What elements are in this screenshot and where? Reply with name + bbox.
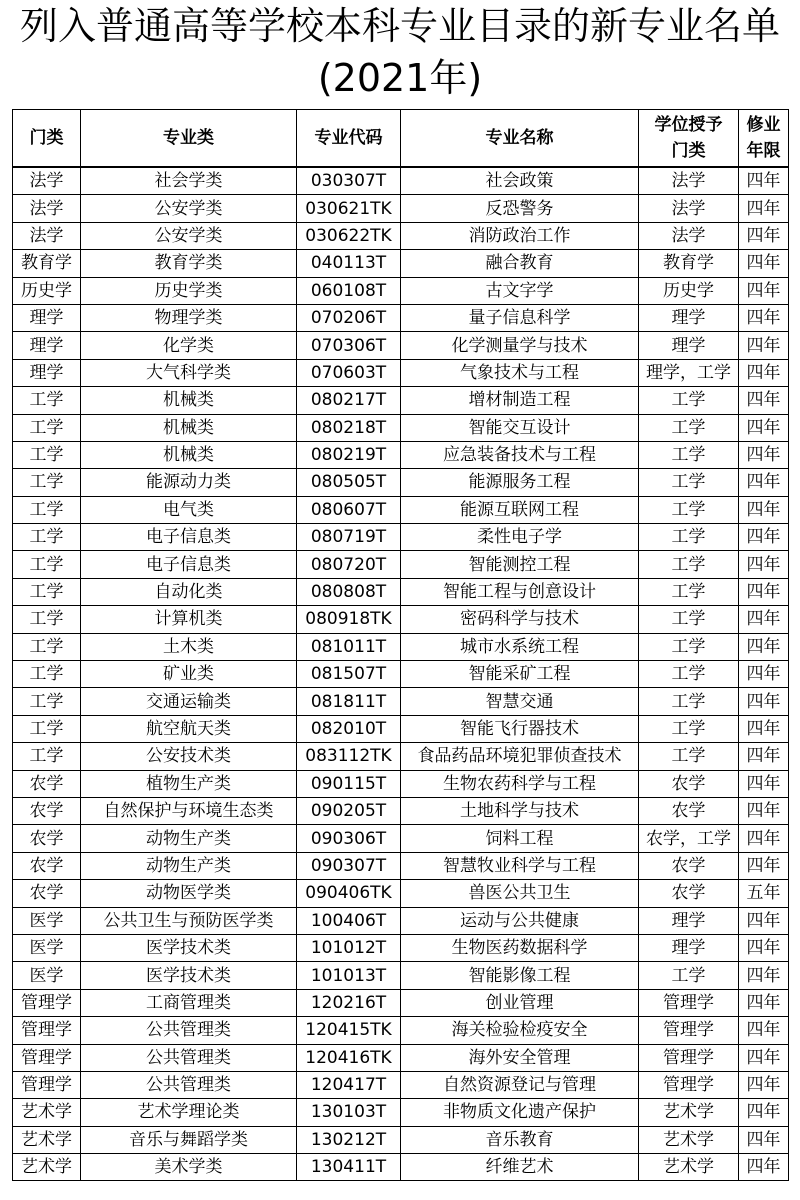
cell-degree: 农学，工学: [639, 825, 739, 852]
table-row: [13, 1154, 789, 1181]
cell-name: 智能交互设计: [401, 414, 639, 441]
table-row: [13, 222, 789, 249]
cell-name: 智慧交通: [401, 688, 639, 715]
table-body: [13, 167, 789, 1181]
cell-years: 四年: [739, 907, 789, 934]
table-row: [13, 880, 789, 907]
cell-category: 工学: [13, 633, 81, 660]
cell-category: 工学: [13, 469, 81, 496]
cell-name: 智能飞行器技术: [401, 715, 639, 742]
cell-class: 机械类: [81, 414, 297, 441]
cell-category: 工学: [13, 414, 81, 441]
cell-class: 公安学类: [81, 222, 297, 249]
cell-degree: 法学: [639, 222, 739, 249]
table-row: [13, 387, 789, 414]
cell-category: 农学: [13, 797, 81, 824]
cell-category: 管理学: [13, 989, 81, 1016]
cell-code: 080720T: [297, 551, 401, 578]
cell-years: 五年: [739, 880, 789, 907]
table-row: [13, 332, 789, 359]
cell-category: 教育学: [13, 250, 81, 277]
cell-class: 公共卫生与预防医学类: [81, 907, 297, 934]
table-row: [13, 1126, 789, 1153]
majors-table: [12, 109, 789, 1181]
cell-class: 动物生产类: [81, 825, 297, 852]
cell-category: 法学: [13, 222, 81, 249]
cell-name: 融合教育: [401, 250, 639, 277]
cell-code: 080217T: [297, 387, 401, 414]
cell-category: 法学: [13, 167, 81, 195]
cell-category: 工学: [13, 715, 81, 742]
header-name: 专业名称: [401, 110, 639, 168]
cell-name: 音乐教育: [401, 1126, 639, 1153]
cell-years: 四年: [739, 469, 789, 496]
cell-degree: 管理学: [639, 1017, 739, 1044]
cell-years: 四年: [739, 250, 789, 277]
cell-code: 070306T: [297, 332, 401, 359]
cell-degree: 理学，工学: [639, 359, 739, 386]
cell-code: 090205T: [297, 797, 401, 824]
cell-class: 植物生产类: [81, 770, 297, 797]
cell-category: 历史学: [13, 277, 81, 304]
cell-name: 增材制造工程: [401, 387, 639, 414]
cell-category: 工学: [13, 606, 81, 633]
cell-code: 120416TK: [297, 1044, 401, 1071]
cell-code: 080719T: [297, 524, 401, 551]
cell-degree: 管理学: [639, 1044, 739, 1071]
cell-category: 工学: [13, 578, 81, 605]
cell-years: 四年: [739, 1071, 789, 1098]
cell-name: 智能测控工程: [401, 551, 639, 578]
cell-name: 柔性电子学: [401, 524, 639, 551]
cell-degree: 历史学: [639, 277, 739, 304]
cell-years: 四年: [739, 1044, 789, 1071]
header-degree: [639, 110, 739, 168]
cell-code: 081011T: [297, 633, 401, 660]
cell-degree: 教育学: [639, 250, 739, 277]
cell-name: 社会政策: [401, 167, 639, 195]
cell-years: 四年: [739, 633, 789, 660]
cell-name: 能源互联网工程: [401, 496, 639, 523]
cell-name: 创业管理: [401, 989, 639, 1016]
table-row: [13, 715, 789, 742]
cell-code: 030622TK: [297, 222, 401, 249]
cell-degree: 理学: [639, 934, 739, 961]
cell-name: 化学测量学与技术: [401, 332, 639, 359]
cell-category: 农学: [13, 770, 81, 797]
cell-name: 反恐警务: [401, 195, 639, 222]
table-row: [13, 962, 789, 989]
cell-degree: 工学: [639, 551, 739, 578]
cell-name: 兽医公共卫生: [401, 880, 639, 907]
cell-class: 动物生产类: [81, 852, 297, 879]
cell-degree: 管理学: [639, 1071, 739, 1098]
cell-class: 公安技术类: [81, 743, 297, 770]
cell-years: 四年: [739, 1099, 789, 1126]
cell-degree: 农学: [639, 770, 739, 797]
cell-code: 080607T: [297, 496, 401, 523]
table-row: [13, 797, 789, 824]
cell-code: 040113T: [297, 250, 401, 277]
cell-name: 生物医药数据科学: [401, 934, 639, 961]
cell-code: 090307T: [297, 852, 401, 879]
table-row: [13, 934, 789, 961]
table-row: [13, 825, 789, 852]
table-row: [13, 852, 789, 879]
header-class: 专业类: [81, 110, 297, 168]
cell-code: 070206T: [297, 304, 401, 331]
table-header-row: [13, 110, 789, 168]
cell-name: 智慧牧业科学与工程: [401, 852, 639, 879]
cell-class: 航空航天类: [81, 715, 297, 742]
table-row: [13, 524, 789, 551]
cell-class: 公共管理类: [81, 1044, 297, 1071]
cell-degree: 法学: [639, 195, 739, 222]
cell-code: 101013T: [297, 962, 401, 989]
cell-degree: 工学: [639, 387, 739, 414]
cell-class: 自动化类: [81, 578, 297, 605]
cell-years: 四年: [739, 387, 789, 414]
cell-name: 消防政治工作: [401, 222, 639, 249]
cell-category: 艺术学: [13, 1126, 81, 1153]
cell-years: 四年: [739, 167, 789, 195]
cell-class: 计算机类: [81, 606, 297, 633]
cell-name: 运动与公共健康: [401, 907, 639, 934]
table-row: [13, 633, 789, 660]
cell-class: 化学类: [81, 332, 297, 359]
cell-code: 080219T: [297, 441, 401, 468]
cell-name: 智能影像工程: [401, 962, 639, 989]
cell-years: 四年: [739, 715, 789, 742]
cell-years: 四年: [739, 852, 789, 879]
table-row: [13, 578, 789, 605]
cell-class: 大气科学类: [81, 359, 297, 386]
cell-class: 美术学类: [81, 1154, 297, 1181]
header-code: 专业代码: [297, 110, 401, 168]
cell-degree: 理学: [639, 332, 739, 359]
cell-degree: 工学: [639, 578, 739, 605]
table-row: [13, 989, 789, 1016]
cell-degree: 管理学: [639, 989, 739, 1016]
cell-name: 智能采矿工程: [401, 661, 639, 688]
cell-degree: 理学: [639, 304, 739, 331]
table-row: [13, 195, 789, 222]
cell-name: 自然资源登记与管理: [401, 1071, 639, 1098]
cell-years: 四年: [739, 606, 789, 633]
cell-class: 土木类: [81, 633, 297, 660]
cell-years: 四年: [739, 1154, 789, 1181]
cell-name: 城市水系统工程: [401, 633, 639, 660]
cell-degree: 工学: [639, 962, 739, 989]
cell-years: 四年: [739, 743, 789, 770]
cell-category: 农学: [13, 852, 81, 879]
cell-years: 四年: [739, 304, 789, 331]
cell-class: 公共管理类: [81, 1071, 297, 1098]
cell-category: 工学: [13, 387, 81, 414]
cell-degree: 工学: [639, 661, 739, 688]
cell-years: 四年: [739, 770, 789, 797]
cell-class: 医学技术类: [81, 934, 297, 961]
cell-code: 090406TK: [297, 880, 401, 907]
cell-category: 医学: [13, 934, 81, 961]
cell-code: 030307T: [297, 167, 401, 195]
cell-years: 四年: [739, 551, 789, 578]
cell-years: 四年: [739, 277, 789, 304]
cell-class: 公共管理类: [81, 1017, 297, 1044]
cell-class: 艺术学理论类: [81, 1099, 297, 1126]
header-years: [739, 110, 789, 168]
table-row: [13, 304, 789, 331]
cell-category: 理学: [13, 332, 81, 359]
cell-class: 历史学类: [81, 277, 297, 304]
cell-category: 工学: [13, 524, 81, 551]
cell-years: 四年: [739, 359, 789, 386]
cell-class: 社会学类: [81, 167, 297, 195]
cell-name: 纤维艺术: [401, 1154, 639, 1181]
cell-years: 四年: [739, 1017, 789, 1044]
cell-years: 四年: [739, 934, 789, 961]
cell-class: 电气类: [81, 496, 297, 523]
cell-class: 能源动力类: [81, 469, 297, 496]
cell-class: 交通运输类: [81, 688, 297, 715]
table-row: [13, 359, 789, 386]
cell-code: 083112TK: [297, 743, 401, 770]
cell-degree: 工学: [639, 688, 739, 715]
header-category: 门类: [13, 110, 81, 168]
cell-degree: 工学: [639, 496, 739, 523]
cell-years: 四年: [739, 688, 789, 715]
cell-years: 四年: [739, 441, 789, 468]
cell-degree: 工学: [639, 633, 739, 660]
table-row: [13, 551, 789, 578]
cell-years: 四年: [739, 222, 789, 249]
table-row: [13, 441, 789, 468]
cell-category: 理学: [13, 304, 81, 331]
title-main: 列入普通高等学校本科专业目录的新专业名单: [19, 4, 780, 48]
cell-code: 081507T: [297, 661, 401, 688]
table-row: [13, 496, 789, 523]
cell-name: 应急装备技术与工程: [401, 441, 639, 468]
cell-name: 食品药品环境犯罪侦查技术: [401, 743, 639, 770]
cell-category: 医学: [13, 962, 81, 989]
table-row: [13, 661, 789, 688]
cell-degree: 工学: [639, 441, 739, 468]
header-degree-label: 学位授予 门类: [654, 115, 723, 161]
cell-degree: 艺术学: [639, 1099, 739, 1126]
cell-code: 080808T: [297, 578, 401, 605]
cell-code: 080218T: [297, 414, 401, 441]
cell-category: 法学: [13, 195, 81, 222]
cell-name: 土地科学与技术: [401, 797, 639, 824]
title-year: (2021年): [317, 56, 483, 100]
cell-years: 四年: [739, 332, 789, 359]
cell-class: 自然保护与环境生态类: [81, 797, 297, 824]
cell-degree: 艺术学: [639, 1126, 739, 1153]
cell-code: 100406T: [297, 907, 401, 934]
table-row: [13, 606, 789, 633]
cell-degree: 艺术学: [639, 1154, 739, 1181]
cell-degree: 工学: [639, 524, 739, 551]
cell-code: 060108T: [297, 277, 401, 304]
table-row: [13, 469, 789, 496]
table-row: [13, 1099, 789, 1126]
cell-class: 矿业类: [81, 661, 297, 688]
cell-code: 120415TK: [297, 1017, 401, 1044]
cell-category: 工学: [13, 688, 81, 715]
cell-class: 电子信息类: [81, 551, 297, 578]
page-title: [0, 0, 800, 104]
cell-category: 工学: [13, 661, 81, 688]
cell-class: 机械类: [81, 441, 297, 468]
cell-years: 四年: [739, 962, 789, 989]
cell-code: 120417T: [297, 1071, 401, 1098]
cell-years: 四年: [739, 989, 789, 1016]
cell-category: 工学: [13, 551, 81, 578]
cell-class: 物理学类: [81, 304, 297, 331]
cell-name: 能源服务工程: [401, 469, 639, 496]
cell-code: 082010T: [297, 715, 401, 742]
cell-category: 艺术学: [13, 1154, 81, 1181]
table-row: [13, 743, 789, 770]
cell-years: 四年: [739, 825, 789, 852]
cell-category: 理学: [13, 359, 81, 386]
cell-degree: 理学: [639, 907, 739, 934]
cell-years: 四年: [739, 524, 789, 551]
cell-code: 081811T: [297, 688, 401, 715]
cell-name: 气象技术与工程: [401, 359, 639, 386]
cell-category: 艺术学: [13, 1099, 81, 1126]
cell-category: 工学: [13, 743, 81, 770]
table-row: [13, 1071, 789, 1098]
cell-category: 管理学: [13, 1071, 81, 1098]
cell-class: 教育学类: [81, 250, 297, 277]
cell-code: 130411T: [297, 1154, 401, 1181]
cell-degree: 工学: [639, 715, 739, 742]
cell-degree: 工学: [639, 743, 739, 770]
cell-degree: 工学: [639, 606, 739, 633]
cell-class: 电子信息类: [81, 524, 297, 551]
cell-degree: 农学: [639, 852, 739, 879]
cell-category: 管理学: [13, 1044, 81, 1071]
cell-code: 101012T: [297, 934, 401, 961]
cell-class: 机械类: [81, 387, 297, 414]
cell-code: 070603T: [297, 359, 401, 386]
cell-code: 080918TK: [297, 606, 401, 633]
cell-code: 130103T: [297, 1099, 401, 1126]
table-row: [13, 167, 789, 195]
cell-years: 四年: [739, 496, 789, 523]
cell-degree: 工学: [639, 469, 739, 496]
cell-years: 四年: [739, 661, 789, 688]
cell-category: 工学: [13, 441, 81, 468]
cell-name: 海关检验检疫安全: [401, 1017, 639, 1044]
cell-category: 医学: [13, 907, 81, 934]
cell-class: 医学技术类: [81, 962, 297, 989]
cell-name: 古文字学: [401, 277, 639, 304]
table-row: [13, 1017, 789, 1044]
table-row: [13, 770, 789, 797]
cell-code: 130212T: [297, 1126, 401, 1153]
table-row: [13, 414, 789, 441]
cell-code: 120216T: [297, 989, 401, 1016]
cell-degree: 农学: [639, 880, 739, 907]
cell-class: 工商管理类: [81, 989, 297, 1016]
table-row: [13, 277, 789, 304]
cell-degree: 农学: [639, 797, 739, 824]
cell-name: 非物质文化遗产保护: [401, 1099, 639, 1126]
cell-years: 四年: [739, 578, 789, 605]
cell-code: 080505T: [297, 469, 401, 496]
cell-name: 生物农药科学与工程: [401, 770, 639, 797]
cell-years: 四年: [739, 797, 789, 824]
cell-name: 智能工程与创意设计: [401, 578, 639, 605]
cell-category: 农学: [13, 880, 81, 907]
cell-name: 海外安全管理: [401, 1044, 639, 1071]
cell-code: 090306T: [297, 825, 401, 852]
cell-degree: 工学: [639, 414, 739, 441]
cell-name: 饲料工程: [401, 825, 639, 852]
cell-name: 密码科学与技术: [401, 606, 639, 633]
table-row: [13, 1044, 789, 1071]
cell-class: 动物医学类: [81, 880, 297, 907]
cell-category: 农学: [13, 825, 81, 852]
table-row: [13, 250, 789, 277]
header-years-label: 修业 年限: [746, 115, 781, 161]
table-row: [13, 688, 789, 715]
cell-code: 030621TK: [297, 195, 401, 222]
cell-category: 工学: [13, 496, 81, 523]
cell-years: 四年: [739, 1126, 789, 1153]
table-row: [13, 907, 789, 934]
cell-category: 管理学: [13, 1017, 81, 1044]
cell-years: 四年: [739, 195, 789, 222]
cell-class: 公安学类: [81, 195, 297, 222]
cell-class: 音乐与舞蹈学类: [81, 1126, 297, 1153]
cell-degree: 法学: [639, 167, 739, 195]
cell-code: 090115T: [297, 770, 401, 797]
cell-years: 四年: [739, 414, 789, 441]
cell-name: 量子信息科学: [401, 304, 639, 331]
